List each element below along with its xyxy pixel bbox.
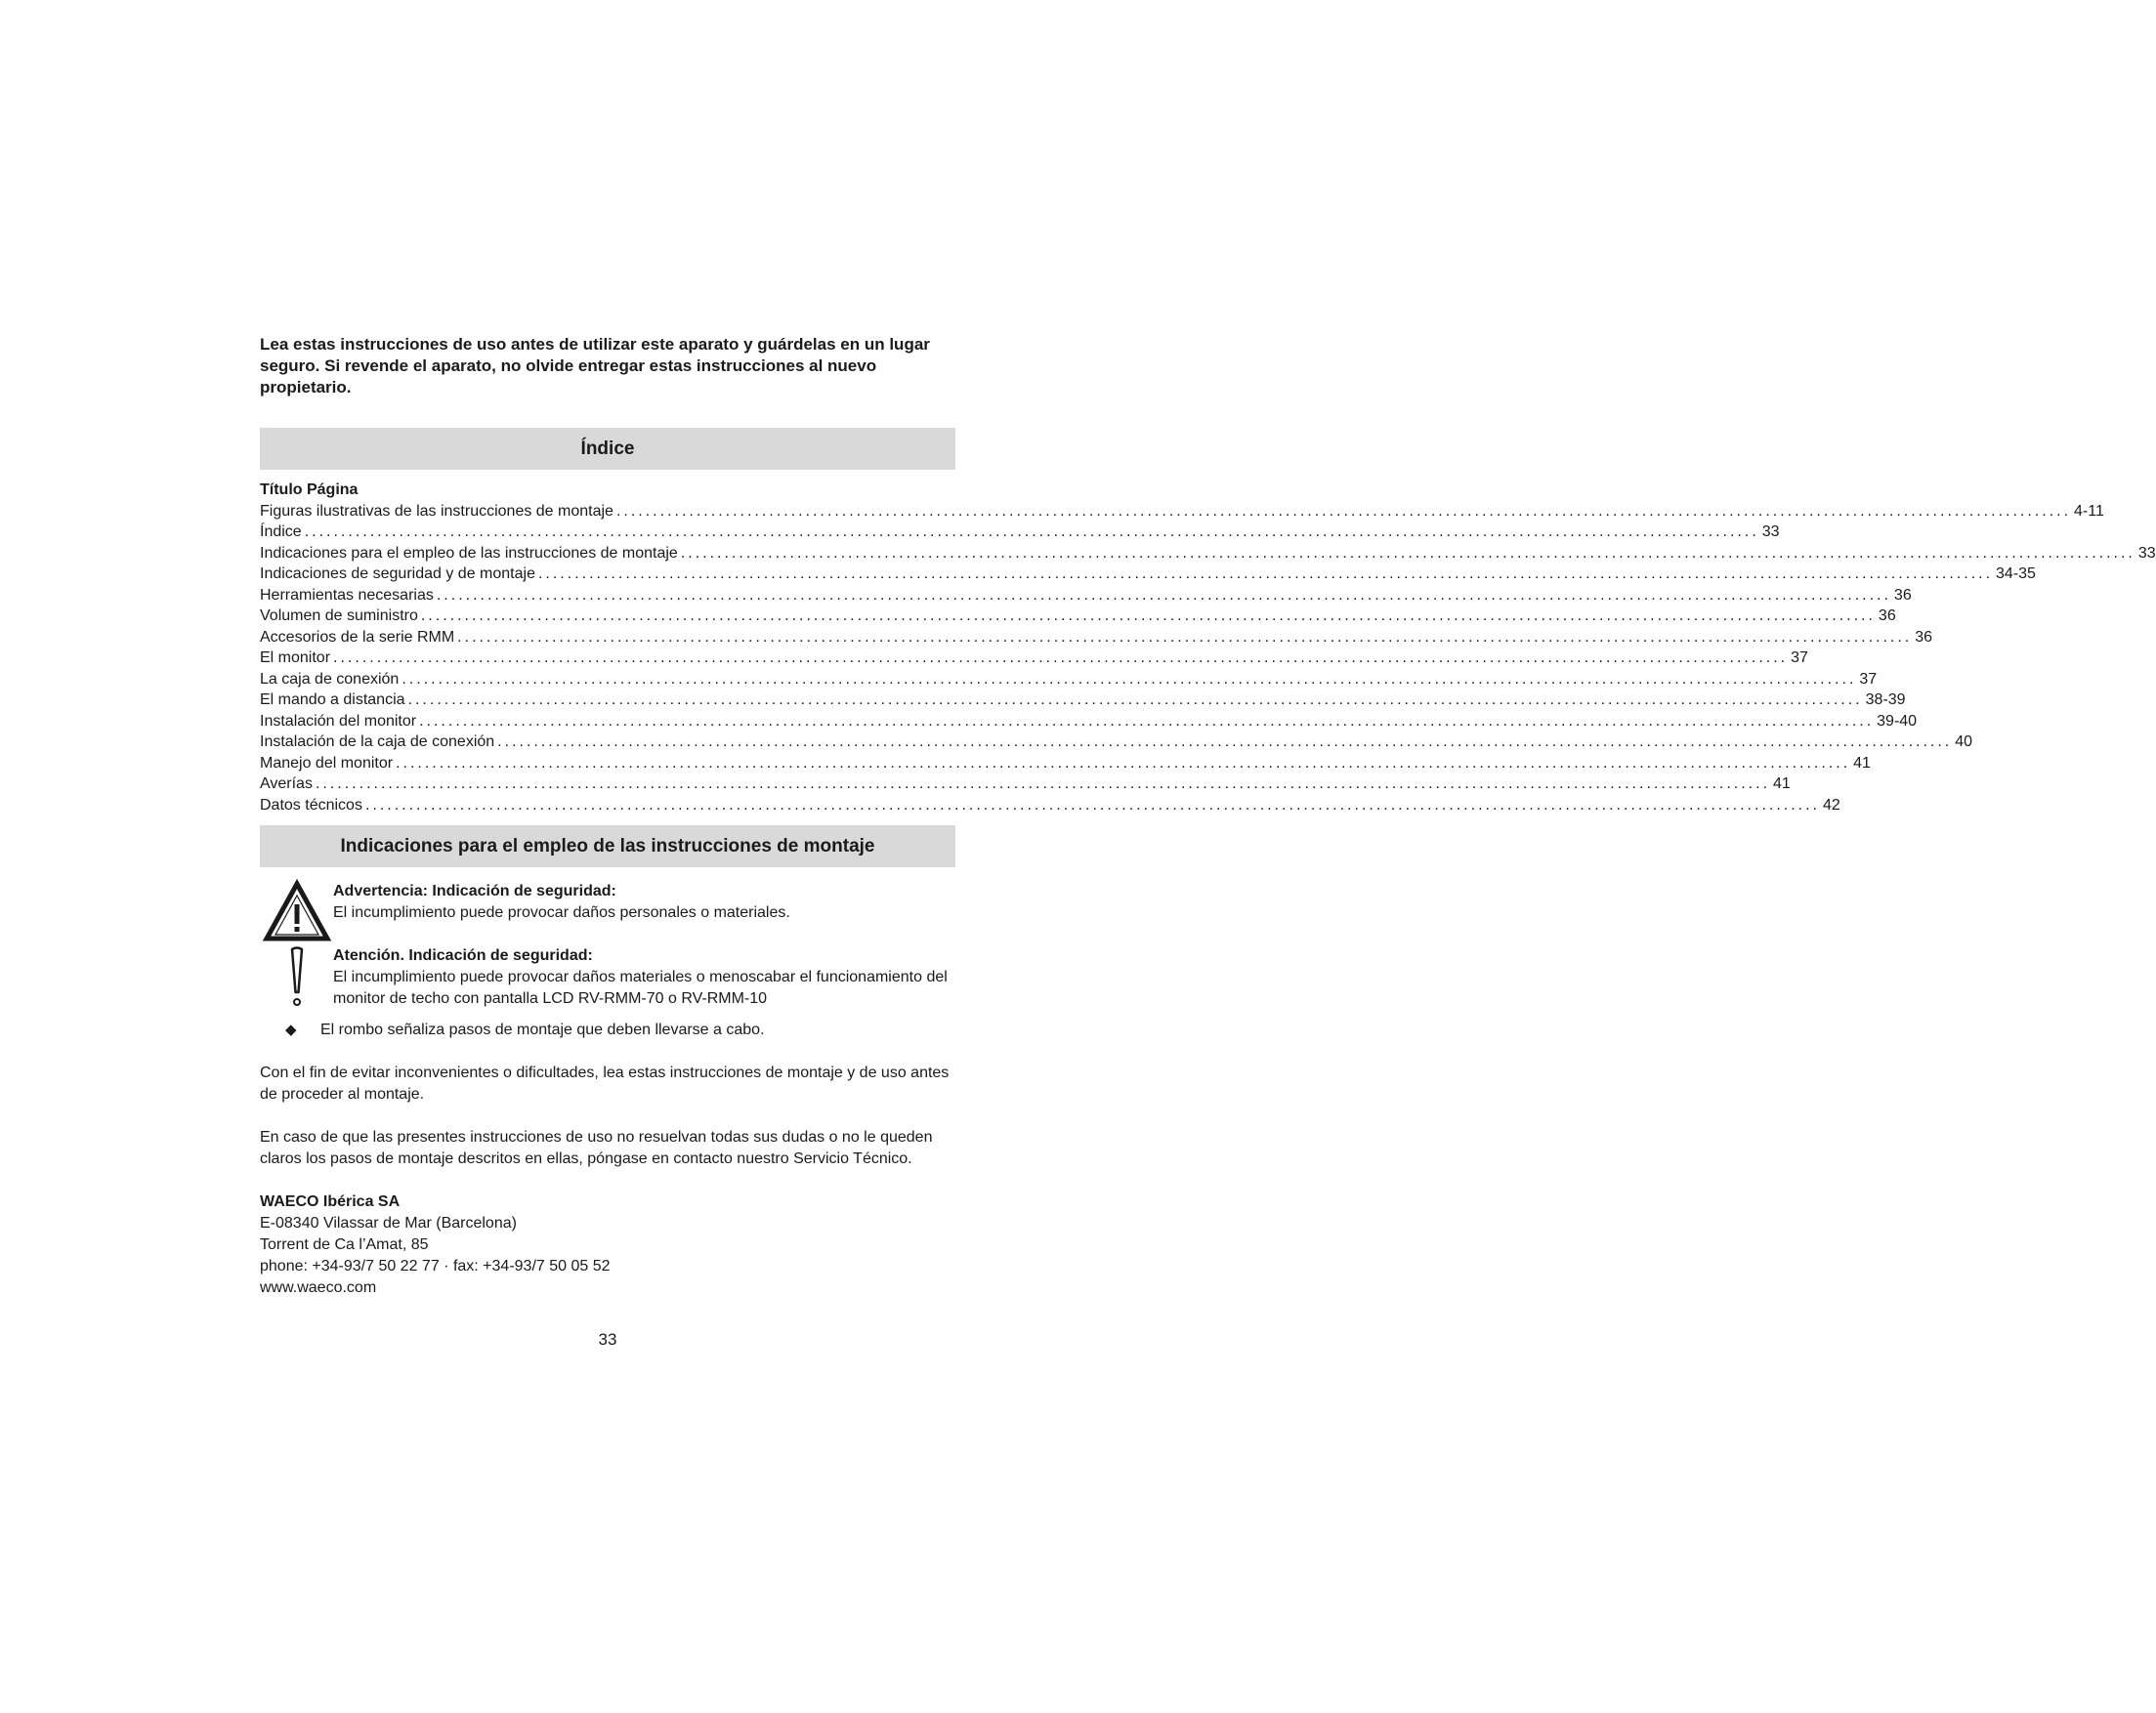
company-line-city: E-08340 Vilassar de Mar (Barcelona) bbox=[260, 1215, 517, 1232]
index-entry-title: Instalación del monitor bbox=[260, 712, 417, 730]
index-entry-title: El mando a distancia bbox=[260, 691, 405, 708]
index-entry-title: La caja de conexión bbox=[260, 670, 400, 688]
index-entry bbox=[260, 522, 1780, 543]
index-entry-leader: ........................................................................................................................................................................................................ bbox=[420, 607, 1876, 624]
index-entry-title: El monitor bbox=[260, 649, 331, 666]
index-entry-page: 37 bbox=[1791, 649, 1808, 666]
index-entry bbox=[260, 795, 1840, 816]
index-entry-page: 36 bbox=[1893, 586, 1912, 604]
index-entry-page: 34-35 bbox=[1996, 565, 2036, 582]
warning-title: Advertencia: Indicación de seguridad: bbox=[333, 883, 616, 899]
attention-notice bbox=[260, 945, 955, 1010]
page-number: 33 bbox=[598, 1330, 617, 1349]
index-entry-leader: ........................................................................................................................................................................................................ bbox=[364, 796, 1820, 814]
warning-triangle-icon bbox=[264, 881, 330, 941]
index-entry bbox=[260, 753, 1871, 774]
index-entry bbox=[260, 731, 1973, 753]
paragraph-read-first: Con el fin de evitar inconvenientes o dificultades, lea estas instrucciones de montaje y de uso antes de proceder al montaje. bbox=[260, 1065, 950, 1103]
index-entry-page: 36 bbox=[1878, 607, 1896, 624]
index-entry-title: Averías bbox=[260, 775, 313, 792]
index-entry-title: Accesorios de la serie RMM bbox=[260, 628, 455, 646]
document-page bbox=[260, 334, 2156, 1350]
diamond-note-text: El rombo señaliza pasos de montaje que deben llevarse a cabo. bbox=[320, 1022, 765, 1038]
index-entry-page: 38-39 bbox=[1865, 691, 1906, 708]
index-entry-leader: ........................................................................................................................................................................................................ bbox=[457, 628, 1913, 646]
index-entry-title: Indicaciones para el empleo de las instrucciones de montaje bbox=[260, 544, 678, 562]
index-entry bbox=[260, 564, 2036, 585]
company-line-street: Torrent de Ca l’Amat, 85 bbox=[260, 1236, 429, 1253]
paragraph-contact-service: En caso de que las presentes instrucciones de uso no resuelvan todas sus dudas o no le queden claros los pasos de montaje descritos en ellas, póngase en contacto nuestro Servicio Técnico. bbox=[260, 1129, 933, 1167]
index-entry-title: Volumen de suministro bbox=[260, 607, 418, 624]
index-entry-page: 41 bbox=[1853, 754, 1871, 772]
warning-text: El incumplimiento puede provocar daños personales o materiales. bbox=[333, 904, 790, 921]
index-entry-page: 33 bbox=[1761, 523, 1780, 540]
index-entry-leader: ........................................................................................................................................................................................................ bbox=[615, 502, 2072, 520]
index-entry bbox=[260, 627, 1933, 648]
index-entry bbox=[260, 689, 1906, 711]
index-entry-page: 42 bbox=[1823, 796, 1840, 814]
index-title: Índice bbox=[580, 438, 635, 459]
index-entry-leader: ........................................................................................................................................................................................................ bbox=[680, 544, 2135, 562]
warning-notice bbox=[260, 881, 955, 941]
index-entry-leader: ........................................................................................................................................................................................................ bbox=[407, 691, 1863, 708]
index-entry-page: 33 bbox=[2137, 544, 2156, 562]
index-entry bbox=[260, 773, 1791, 795]
attention-text: El incumplimiento puede provocar daños materiales o menoscabar el funcionamiento del monitor de techo con pantalla LCD RV-RMM-70 o RV-RMM-10 bbox=[333, 969, 948, 1007]
index-entry-leader: ........................................................................................................................................................................................................ bbox=[537, 565, 1994, 582]
index-entry-page: 39-40 bbox=[1877, 712, 1918, 730]
index-entry-leader: ........................................................................................................................................................................................................ bbox=[333, 649, 1789, 666]
attention-title: Atención. Indicación de seguridad: bbox=[333, 947, 593, 964]
index-entry bbox=[260, 711, 1918, 732]
index-entry-leader: ........................................................................................................................................................................................................ bbox=[436, 586, 1891, 604]
index-entry-leader: ........................................................................................................................................................................................................ bbox=[304, 523, 1759, 540]
index-banner bbox=[260, 428, 955, 470]
index-entry bbox=[260, 669, 1878, 690]
index-entry-title: Herramientas necesarias bbox=[260, 586, 434, 604]
index-entry bbox=[260, 585, 1912, 606]
company-address bbox=[260, 1191, 955, 1299]
index-entry bbox=[260, 501, 2104, 522]
index-entry-leader: ........................................................................................................................................................................................................ bbox=[497, 733, 1953, 750]
index-header: Título Página bbox=[260, 481, 359, 498]
index-entry-title: Manejo del monitor bbox=[260, 754, 394, 772]
index-entry bbox=[260, 648, 1808, 669]
diamond-note bbox=[260, 1020, 955, 1041]
index-entry-title: Datos técnicos bbox=[260, 796, 362, 814]
index-entry-leader: ........................................................................................................................................................................................................ bbox=[315, 775, 1771, 792]
index-entry-leader: ........................................................................................................................................................................................................ bbox=[396, 754, 1851, 772]
index-entry-title: Índice bbox=[260, 523, 302, 540]
index-entry-title: Indicaciones de seguridad y de montaje bbox=[260, 565, 535, 582]
exclamation-icon bbox=[285, 945, 309, 1010]
index-entry-page: 40 bbox=[1955, 733, 1973, 750]
index-entry-title: Instalación de la caja de conexión bbox=[260, 733, 495, 750]
section-title: Indicaciones para el empleo de las instrucciones de montaje bbox=[340, 835, 875, 856]
index-entry-title: Figuras ilustrativas de las instrucciones de montaje bbox=[260, 502, 613, 520]
index-list bbox=[260, 501, 2156, 816]
index-entry-leader: ........................................................................................................................................................................................................ bbox=[402, 670, 1857, 688]
index-entry-page: 4-11 bbox=[2074, 502, 2104, 520]
index-entry-page: 36 bbox=[1915, 628, 1933, 646]
index-entry-page: 37 bbox=[1859, 670, 1878, 688]
company-line-website: www.waeco.com bbox=[260, 1279, 377, 1296]
index-entry bbox=[260, 606, 1896, 627]
company-name: WAECO Ibérica SA bbox=[260, 1193, 401, 1210]
index-entry-leader: ........................................................................................................................................................................................................ bbox=[419, 712, 1875, 730]
section-banner bbox=[260, 825, 955, 867]
company-line-phone-fax: phone: +34-93/7 50 22 77 · fax: +34-93/7 50 05 52 bbox=[260, 1258, 611, 1274]
index-entry bbox=[260, 543, 2156, 564]
index-entry-page: 41 bbox=[1773, 775, 1791, 792]
diamond-bullet-icon: ◆ bbox=[285, 1022, 297, 1038]
intro-notice: Lea estas instrucciones de uso antes de utilizar este aparato y guárdelas en un lugar seguro. Si revende el aparato, no olvide entregar estas instrucciones al nuevo propietario. bbox=[260, 335, 930, 397]
